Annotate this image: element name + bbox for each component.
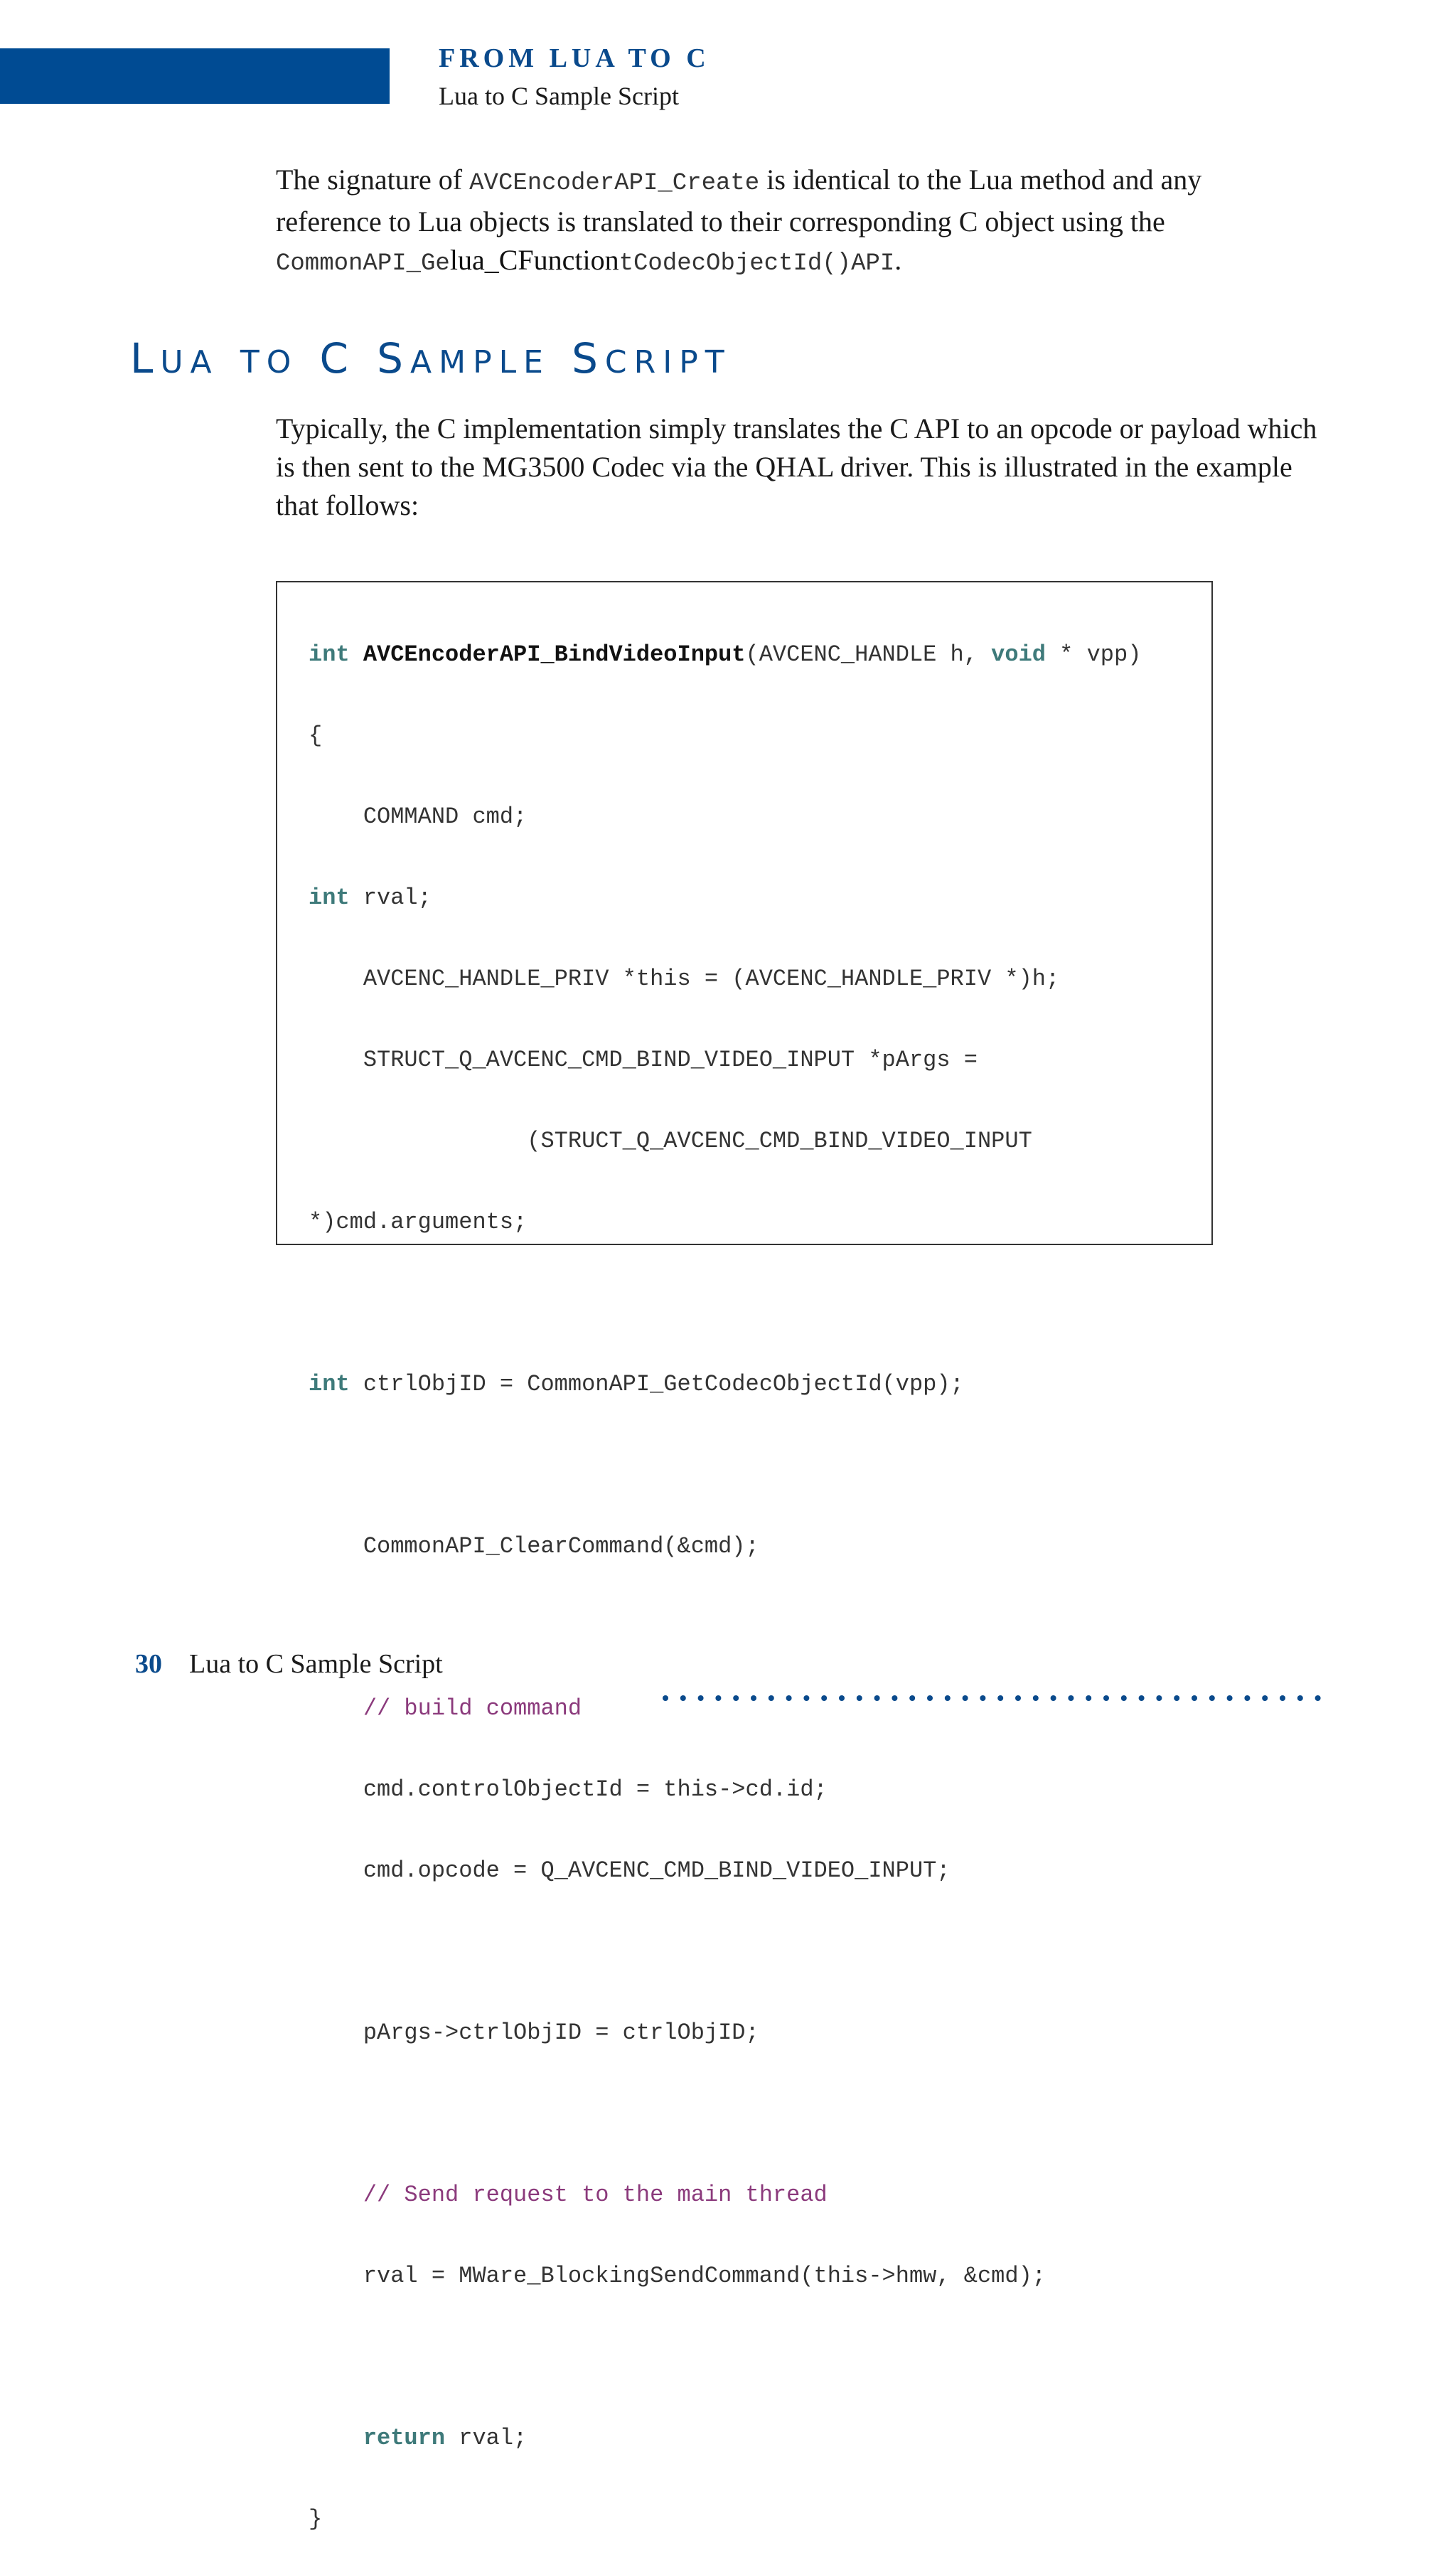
code-line (309, 2101, 1141, 2128)
leader-dot (1121, 1695, 1127, 1701)
footer-dot-leader (661, 1694, 1329, 1702)
code-line (309, 1938, 1141, 1966)
code-line: AVCENC_HANDLE_PRIV *this = (AVCENC_HANDLE_PRIV *)h; (309, 966, 1060, 992)
overlay-text: lua_CFunction (449, 244, 619, 276)
code-line (309, 885, 1141, 912)
leader-dot (1015, 1695, 1021, 1701)
code-line: (STRUCT_Q_AVCENC_CMD_BIND_VIDEO_INPUT (309, 1128, 1032, 1154)
code-text: rval; (349, 885, 432, 911)
heading-cap: S (377, 334, 410, 383)
leader-dot (927, 1695, 933, 1701)
code-line (309, 1290, 1141, 1317)
leader-dot (874, 1695, 880, 1701)
code-keyword: int (309, 641, 350, 668)
code-line (309, 1371, 1141, 1398)
leader-dot (733, 1695, 739, 1701)
leader-dot (698, 1695, 704, 1701)
footer-section-title: Lua to C Sample Script (189, 1649, 443, 1679)
code-line (309, 1614, 1141, 1641)
leader-dot (980, 1695, 985, 1701)
code-line: rval = MWare_BlockingSendCommand(this->hmw, &cmd); (309, 2263, 1046, 2289)
code-line: pArgs->ctrlObjID = ctrlObjID; (309, 2020, 759, 2046)
body-line-3: that follows: (276, 489, 419, 521)
leader-dot (715, 1695, 721, 1701)
inline-code: CommonAPI_Ge (276, 250, 450, 277)
body-paragraph (276, 410, 1342, 525)
code-indent (309, 2425, 363, 2451)
code-line: cmd.opcode = Q_AVCENC_CMD_BIND_VIDEO_INPUT; (309, 1857, 951, 1884)
leader-dot (997, 1695, 1003, 1701)
heading-cap: L (130, 334, 161, 383)
code-text: ctrlObjID = CommonAPI_GetCodecObjectId(vpp); (349, 1371, 964, 1397)
leader-dot (751, 1695, 756, 1701)
code-line: cmd.controlObjectId = this->cd.id; (309, 1776, 828, 1803)
leader-dot (839, 1695, 845, 1701)
leader-dot (1156, 1695, 1162, 1701)
body-line-2: is then sent to the MG3500 Codec via the QHAL driver. This is illustrated in the example (276, 451, 1292, 483)
leader-dot (803, 1695, 809, 1701)
code-line (309, 641, 1141, 668)
leader-dot (1280, 1695, 1285, 1701)
leader-dot (1033, 1695, 1039, 1701)
leader-dot (1086, 1695, 1091, 1701)
leader-dot (821, 1695, 827, 1701)
code-line: { (309, 722, 323, 749)
page-number: 30 (135, 1649, 162, 1679)
leader-dot (909, 1695, 915, 1701)
running-section-title: Lua to C Sample Script (439, 82, 679, 110)
intro-line-3 (276, 241, 1342, 283)
section-heading (130, 334, 732, 383)
leader-dot (1209, 1695, 1215, 1701)
intro-text: . (894, 244, 902, 276)
heading-cap: S (572, 334, 605, 383)
code-line (309, 2344, 1141, 2371)
leader-dot (1227, 1695, 1233, 1701)
leader-dot (1174, 1695, 1179, 1701)
code-function-name: AVCEncoderAPI_BindVideoInput (363, 641, 746, 668)
code-line (309, 1452, 1141, 1479)
body-line-1: Typically, the C implementation simply translates the C API to an opcode or payload which (276, 412, 1317, 444)
code-text: * vpp) (1045, 641, 1142, 668)
code-line: } (309, 2506, 323, 2532)
heading-word: UA (160, 344, 219, 380)
leader-dot (857, 1695, 862, 1701)
leader-dot (1297, 1695, 1303, 1701)
leader-dot (663, 1695, 668, 1701)
leader-dot (892, 1695, 897, 1701)
inline-code: AVCEncoderAPI_Create (469, 170, 760, 197)
leader-dot (1139, 1695, 1145, 1701)
leader-dot (786, 1695, 792, 1701)
leader-dot (769, 1695, 774, 1701)
heading-word: CRIPT (604, 344, 732, 380)
code-listing (309, 587, 1141, 2560)
leader-dot (1244, 1695, 1250, 1701)
intro-line-2: reference to Lua objects is translated to their corresponding C object using the (276, 206, 1165, 238)
heading-cap: C (319, 334, 355, 383)
code-line: COMMAND cmd; (309, 804, 528, 830)
code-keyword: return (363, 2425, 446, 2451)
code-line (309, 2425, 1141, 2452)
header-color-bar (0, 48, 390, 104)
leader-dot (1068, 1695, 1074, 1701)
leader-dot (963, 1695, 968, 1701)
inline-code: tCodecObjectId()API (619, 250, 895, 277)
code-keyword: void (991, 641, 1046, 668)
intro-text: The signature of (276, 164, 470, 196)
leader-dot (680, 1695, 686, 1701)
code-comment: // Send request to the main thread (309, 2182, 828, 2208)
leader-dot (945, 1695, 951, 1701)
intro-text: is identical to the Lua method and any (759, 164, 1202, 196)
intro-line-1 (276, 161, 1342, 203)
code-text: (AVCENC_HANDLE h, (745, 641, 992, 668)
code-keyword: int (309, 885, 350, 911)
chapter-title: FROM LUA TO C (439, 43, 710, 73)
code-line: CommonAPI_ClearCommand(&cmd); (309, 1533, 759, 1559)
leader-dot (1051, 1695, 1056, 1701)
leader-dot (1315, 1695, 1321, 1701)
code-text: rval; (445, 2425, 528, 2451)
code-line: *)cmd.arguments; (309, 1209, 528, 1235)
leader-dot (1103, 1695, 1109, 1701)
heading-word: AMPLE (410, 344, 550, 380)
heading-word: TO (240, 344, 299, 380)
leader-dot (1192, 1695, 1197, 1701)
code-comment: // build command (309, 1695, 582, 1722)
intro-paragraph (276, 161, 1342, 283)
code-line: STRUCT_Q_AVCENC_CMD_BIND_VIDEO_INPUT *pArgs = (309, 1047, 978, 1073)
code-keyword: int (309, 1371, 350, 1397)
leader-dot (1262, 1695, 1268, 1701)
